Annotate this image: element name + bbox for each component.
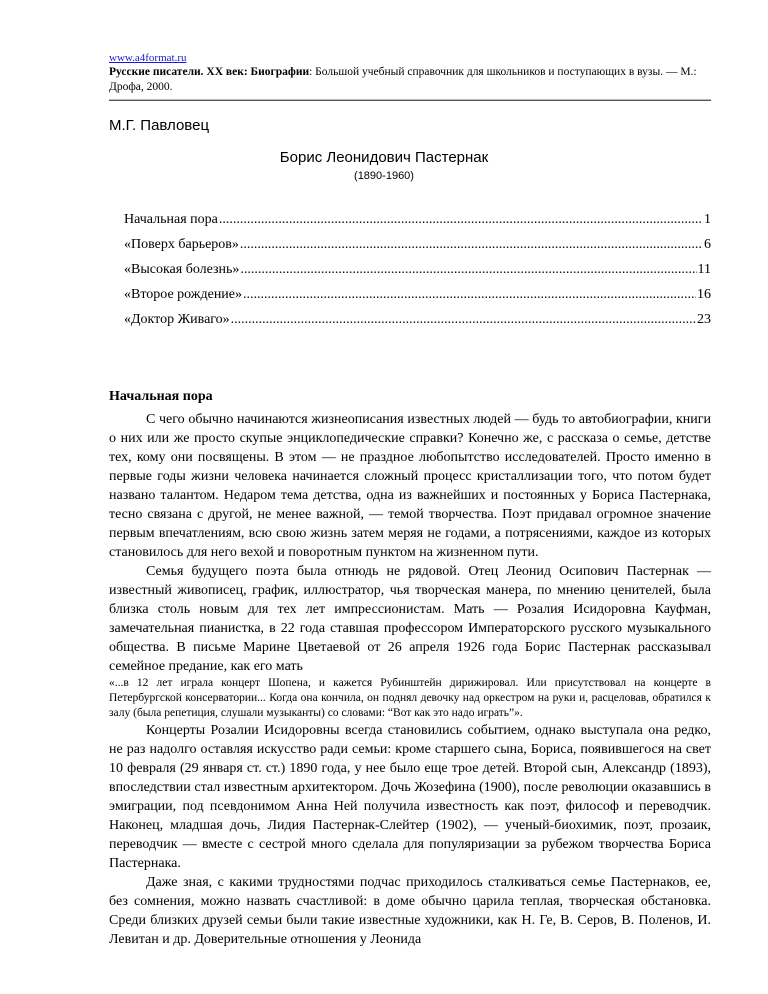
toc-entry-label: «Высокая болезнь» — [124, 262, 240, 277]
article-body — [109, 410, 711, 949]
toc-leader — [219, 212, 703, 228]
page-title: Борис Леонидович Пастернак — [279, 149, 489, 166]
toc-entry[interactable] — [124, 312, 711, 337]
toc-entry-label: «Поверх барьеров» — [124, 237, 239, 252]
toc-entry-page: 11 — [697, 262, 711, 277]
source-reference — [109, 65, 699, 95]
paragraph: Даже зная, с какими трудностями подчас приходилось сталкиваться семье Пастернаков, ее, без сомнения, можно назвать счастливой: в доме обычно царила теплая, творческая обстановка. Среди близких друзей семьи были такие известные художники, как Н. Ге, В. Серов, В. Поленов, И. Левитан и др. Доверительные отношения у Леонида — [109, 875, 711, 947]
toc-entry[interactable] — [124, 212, 711, 237]
toc-leader — [231, 312, 696, 328]
toc-entry-page: 16 — [697, 287, 711, 302]
paragraph: Семья будущего поэта была отнюдь не рядовой. Отец Леонид Осипович Пастернак — известный живописец, график, иллюстратор, чья творческая манера, по мнению ценителей, была близка столь новым для тех лет импрессионистам. Мать — Розалия Исидоровна Кауфман, замечательная пианистка, в 22 года ставшая профессором Императорского русского музыкального общества. В письме Марине Цветаевой от 26 апреля 1926 года Борис Пастернак рассказывал семейное предание, как его мать — [109, 564, 711, 674]
toc-entry-page: 6 — [704, 237, 711, 252]
toc-entry-label: Начальная пора — [124, 212, 218, 227]
author-name: М.Г. Павловец — [109, 117, 210, 134]
book-title: Русские писатели. XX век: Биографии — [109, 66, 310, 78]
source-link[interactable]: www.a4format.ru — [109, 52, 187, 64]
toc-entry[interactable] — [124, 287, 711, 312]
toc-leader — [243, 287, 696, 303]
toc-entry-page: 23 — [697, 312, 711, 327]
life-years: (1890-1960) — [354, 170, 414, 182]
book-details: : Большой учебный справочник для школьников и поступающих в вузы. — М.: Дрофа, 2000. — [109, 66, 697, 93]
paragraph: С чего обычно начинаются жизнеописания известных людей — будь то автобиографии, книги о них или же просто скупые энциклопедические справки? Конечно же, с рассказа о семье, детстве тех, кому они посвящены. В этом — не праздное любопытство исследователей. Просто именно в первые годы жизни человека начинается сложный процесс кристаллизации того, что потом будет названо талантом. Недаром тема детства, одна из важнейших и постоянных у Бориса Пастернака, тесно связана с другой, не менее важной, — темой творчества. Поэт придавал огромное значение первым впечатлениям, всю свою жизнь затем меряя не годами, а потрясениями, каждое из которых становилось для него вехой и поворотным пунктом на жизненном пути. — [109, 412, 711, 560]
table-of-contents — [124, 212, 711, 337]
section-heading: Начальная пора — [109, 389, 213, 404]
toc-entry[interactable] — [124, 262, 711, 287]
toc-entry-page: 1 — [704, 212, 711, 227]
paragraph: Концерты Розалии Исидоровны всегда становились событием, однако выступала она редко, не раз надолго оставляя искусство ради семьи: кроме старшего сына, Бориса, появившегося на свет 10 февраля (29 января ст. ст.) 1890 года, у нее было еще трое детей. Второй сын, Александр (1893), впоследствии стал известным архитектором. Дочь Жозефина (1900), после революции оказавшись в эмиграции, под псевдонимом Анна Ней получила известность как поэт, философ и переводчик. Наконец, младшая дочь, Лидия Пастернак-Слейтер (1902), — ученый-биохимик, поэт, прозаик, переводчик — вместе с сестрой много сделала для популяризации за рубежом творчества Бориса Пастернака. — [109, 723, 711, 871]
toc-entry[interactable] — [124, 237, 711, 262]
header-divider — [109, 100, 711, 101]
toc-leader — [240, 237, 703, 253]
toc-entry-label: «Доктор Живаго» — [124, 312, 230, 327]
toc-entry-label: «Второе рождение» — [124, 287, 243, 302]
toc-leader — [240, 262, 696, 278]
block-quote: «...в 12 лет играла концерт Шопена, и кажется Рубинштейн дирижировал. Или присутствовал на концерте в Петербургской консерватории... Когда она кончила, он поднял девочку над оркестром на руки и, расцеловав, обратился к залу (была репетиция, слушали музыканты) со словами: “Вот как это надо играть”». — [109, 677, 711, 719]
